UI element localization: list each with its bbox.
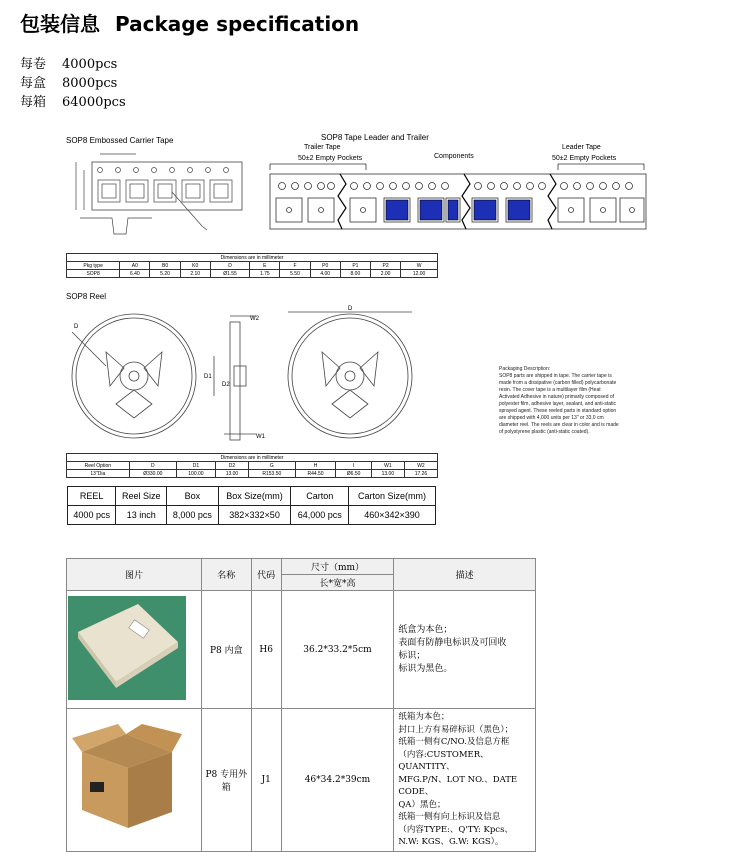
leader-tape-label: Leader Tape bbox=[562, 144, 601, 151]
inner-box-photo bbox=[67, 591, 202, 709]
qty-per-carton: 每箱 64000pcs bbox=[20, 95, 126, 110]
table-row: P8 内盒 H6 36.2*33.2*5cm 纸盒为本色； 表面有防静电标识及可回收 标识； 标识为黑色。 bbox=[67, 591, 536, 709]
packaging-description: Packaging Description: SOP8 parts are shipped in tape. The carrier tape is made from a dissipative (carbon filled) polycarbonate resin. The cover tape is a multilayer film (Heat Activated Adhesive in nature) primarily composed of polyester film, adhesive layer, sealant, and anti-static sprayed agent. These reeled parts in standard option are shipped with 4,000 units per 13" or 33.0 cm diameter reel. The reels are clear in color and is made of polystyrene plastic (anti-static coated). bbox=[499, 366, 619, 435]
reel-label-d-front: D bbox=[348, 306, 353, 312]
leader-pockets-label: 50±2 Empty Pockets bbox=[552, 155, 617, 162]
header-desc: 描述 bbox=[394, 559, 536, 591]
page-title bbox=[20, 8, 359, 37]
qty-per-reel: 每卷 4000pcs bbox=[20, 57, 118, 72]
reel-label-w1: W1 bbox=[256, 434, 265, 440]
carrier-tape-dims-table: Dimensions are in millimeter Pkg type A0 B0 K0 D E F P0 P1 P2 W SOP8 6.40 5.20 2.10 Ø1.55 1.75 5.50 4.00 8.00 2.00 12.00 bbox=[66, 253, 438, 278]
title-zh: 包装信息 bbox=[20, 12, 100, 36]
leader-trailer-drawing bbox=[268, 162, 650, 232]
header-size: 尺寸（mm） bbox=[281, 559, 394, 575]
carton-photo bbox=[67, 709, 202, 852]
reel-dims-table: Dimensions are in millimeter Reel Option D D1 D2 G H I W1 W2 13"Dia Ø330.00 100.00 13.00 R153.50 R44.50 Ø6.50 13.00 17.26 bbox=[66, 453, 438, 478]
carton-description: 纸箱为本色； 封口上方有易碎标识（黑色）； 纸箱一侧有C/NO.及信息方框 （内容:CUSTOMER、QUANTITY、 MFG.P/N、LOT NO.、DATE CODE、 QA）黑色； 纸箱一侧有向上标识及信息 （内容TYPE:、Q'TY: Kpcs、 N.W: KGS、G.W: KGS）。 bbox=[394, 709, 536, 852]
components-label: Components bbox=[434, 153, 474, 160]
packaging-spec-table bbox=[66, 558, 536, 852]
table-row: P8 专用外箱 J1 46*34.2*39cm 纸箱为本色； 封口上方有易碎标识（黑色）； 纸箱一侧有C/NO.及信息方框 （内容:CUSTOMER、QUANTITY、 MFG.P/N、LOT NO.、DATE CODE、 QA）黑色； 纸箱一侧有向上标识及信息 （内容TYPE:、Q'TY: Kpcs、 N.W: KGS、G.W: KGS）。 bbox=[67, 709, 536, 852]
reel-drawing bbox=[66, 304, 506, 450]
qty-per-box: 每盒 8000pcs bbox=[20, 76, 118, 91]
trailer-pockets-label: 50±2 Empty Pockets bbox=[298, 155, 363, 162]
reel-title: SOP8 Reel bbox=[66, 292, 107, 301]
trailer-tape-label: Trailer Tape bbox=[304, 144, 341, 151]
inner-box-description: 纸盒为本色； 表面有防静电标识及可回收 标识； 标识为黑色。 bbox=[394, 591, 536, 709]
header-image: 图片 bbox=[67, 559, 202, 591]
header-code: 代码 bbox=[251, 559, 281, 591]
reel-label-d: D bbox=[74, 324, 79, 330]
reel-label-w2: W2 bbox=[250, 316, 259, 322]
header-size-sub: 长*宽*高 bbox=[281, 575, 394, 591]
reel-label-d1: D1 bbox=[204, 374, 212, 380]
carrier-tape-title: SOP8 Embossed Carrier Tape bbox=[66, 136, 174, 145]
leader-trailer-title: SOP8 Tape Leader and Trailer bbox=[321, 133, 429, 142]
reel-label-d2: D2 bbox=[222, 382, 230, 388]
box-quantity-table: REEL Reel Size Box Box Size(mm) Carton Carton Size(mm) 4000 pcs 13 inch 8,000 pcs 382×332×50 64,000 pcs 460×342×390 bbox=[67, 486, 436, 525]
carrier-tape-drawing bbox=[62, 148, 250, 250]
header-name: 名称 bbox=[201, 559, 251, 591]
title-en: Package specification bbox=[114, 12, 360, 36]
